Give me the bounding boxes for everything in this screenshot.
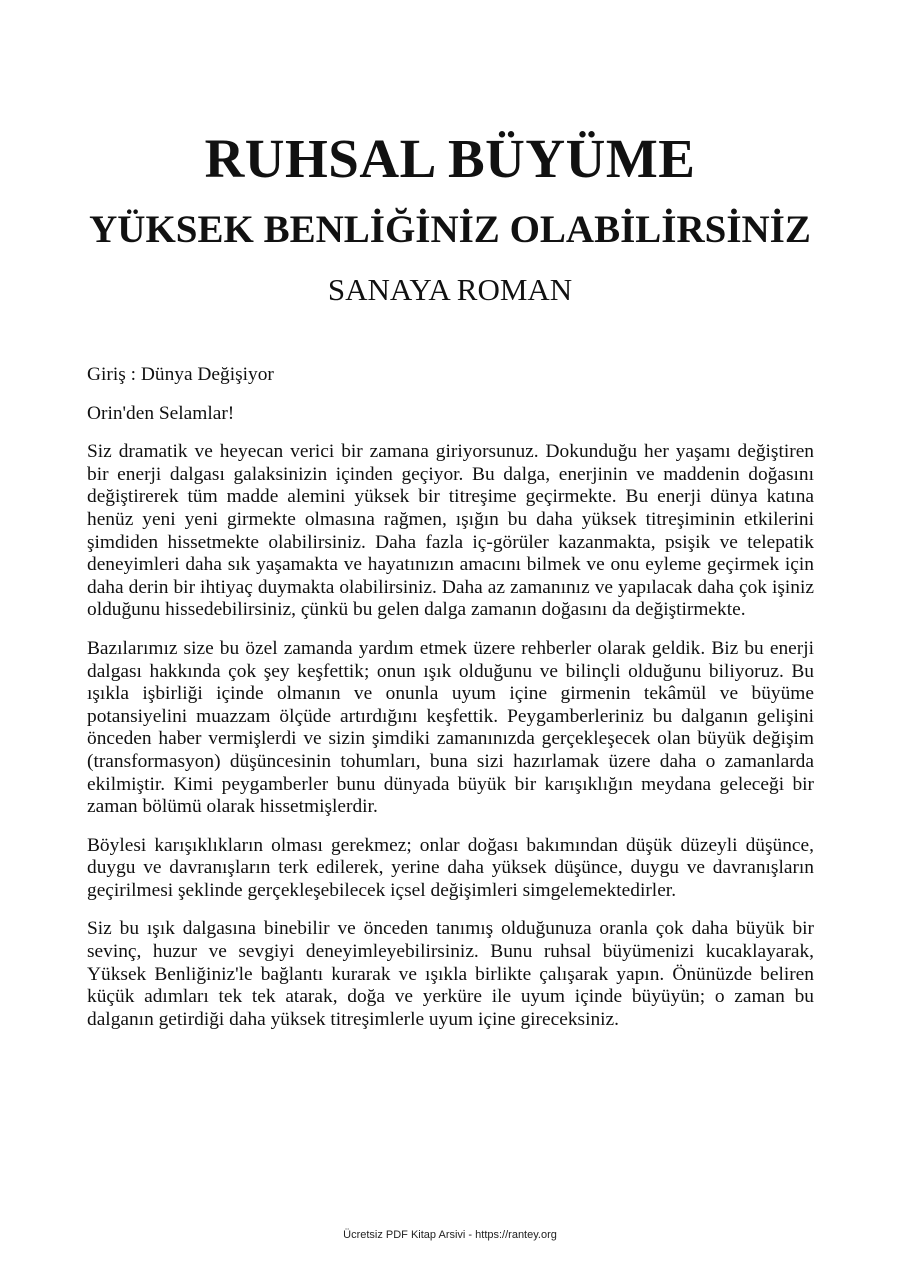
paragraph: Siz bu ışık dalgasına binebilir ve önceden tanımış olduğunuza oranla çok daha büyük bir sevinç, huzur ve sevgiyi deneyimleyebilirsiniz. Bunu ruhsal büyümenizi kucaklayarak, Yüksek Benliğiniz'le bağlantı kurarak ve ışıkla birlikte çalışarak yapın. Önünüzde beliren küçük adımları tek tek atarak, doğa ve yerküre ile uyum içinde büyüyün; o zaman bu dalganın getirdiği daha yüksek titreşimlerle uyum içine gireceksiniz. [87, 918, 814, 1030]
paragraph: Siz dramatik ve heyecan verici bir zamana giriyorsunuz. Dokunduğu her yaşamı değiştiren bir enerji dalgası galaksinizin içinden geçiyor. Bu dalga, enerjinin ve maddenin doğasını değiştirerek tüm madde alemini yüksek bir titreşime geçirmekte. Bu enerji dünya katına henüz yeni yeni girmekte olmasına rağmen, ışığın bu daha yüksek titreşiminin etkilerini şimdiden hissetmekte olabilirsiniz. Daha fazla iç-görüler kazanmakta, psişik ve telepatik deneyimleri daha sık yaşamakta ve hayatınızın amacını bilmek ve onu eyleme geçirmek için daha derin bir ihtiyaç duymakta olabilirsiniz. Daha az zamanınız ve yapılacak daha çok işiniz olduğunu hissedebilirsiniz, çünkü bu gelen dalga zamanın doğasını da değiştirmekte. [87, 441, 814, 621]
paragraph: Bazılarımız size bu özel zamanda yardım etmek üzere rehberler olarak geldik. Biz bu enerji dalgası hakkında çok şey keşfettik; onun ışık olduğunu ve bilinçli olduğunu biliyoruz. Bu ışıkla işbirliği içinde olmanın ve onunla uyum içine girmenin tekâmül ve büyüme potansiyelini muazzam ölçüde artırdığını keşfettik. Peygamberleriniz bu dalganın gelişini önceden haber vermişlerdi ve sizin şimdiki zamanınızda gerçekleşecek olan büyük değişim (transformasyon) düşüncesinin tohumları, buna sizi hazırlamak üzere daha o zamanlarda ekilmiştir. Kimi peygamberler bunu dünyada büyük bir karışıklığın meydana geleceği bir zaman bölümü olarak hissetmişlerdir. [87, 637, 814, 818]
book-title: RUHSAL BÜYÜME [204, 128, 696, 189]
author-name: SANAYA ROMAN [327, 272, 573, 307]
paragraph: Böylesi karışıklıkların olması gerekmez; onlar doğası bakımından düşük düzeyli düşünce, duygu ve davranışların terk edilerek, yerine daha yüksek düşünce, duygu ve davranışların geçirilmesi şeklinde gerçekleşebilecek içsel değişimleri simgelemektedirler. [87, 834, 814, 901]
greeting: Orin'den Selamlar! [87, 402, 235, 424]
page-footer: Ücretsiz PDF Kitap Arsivi - https://rantey.org [343, 1229, 557, 1241]
body-text [87, 364, 814, 1047]
book-subtitle: YÜKSEK BENLİĞİNİZ OLABİLİRSİNİZ [89, 208, 811, 251]
section-heading: Giriş : Dünya Değişiyor [87, 364, 274, 385]
